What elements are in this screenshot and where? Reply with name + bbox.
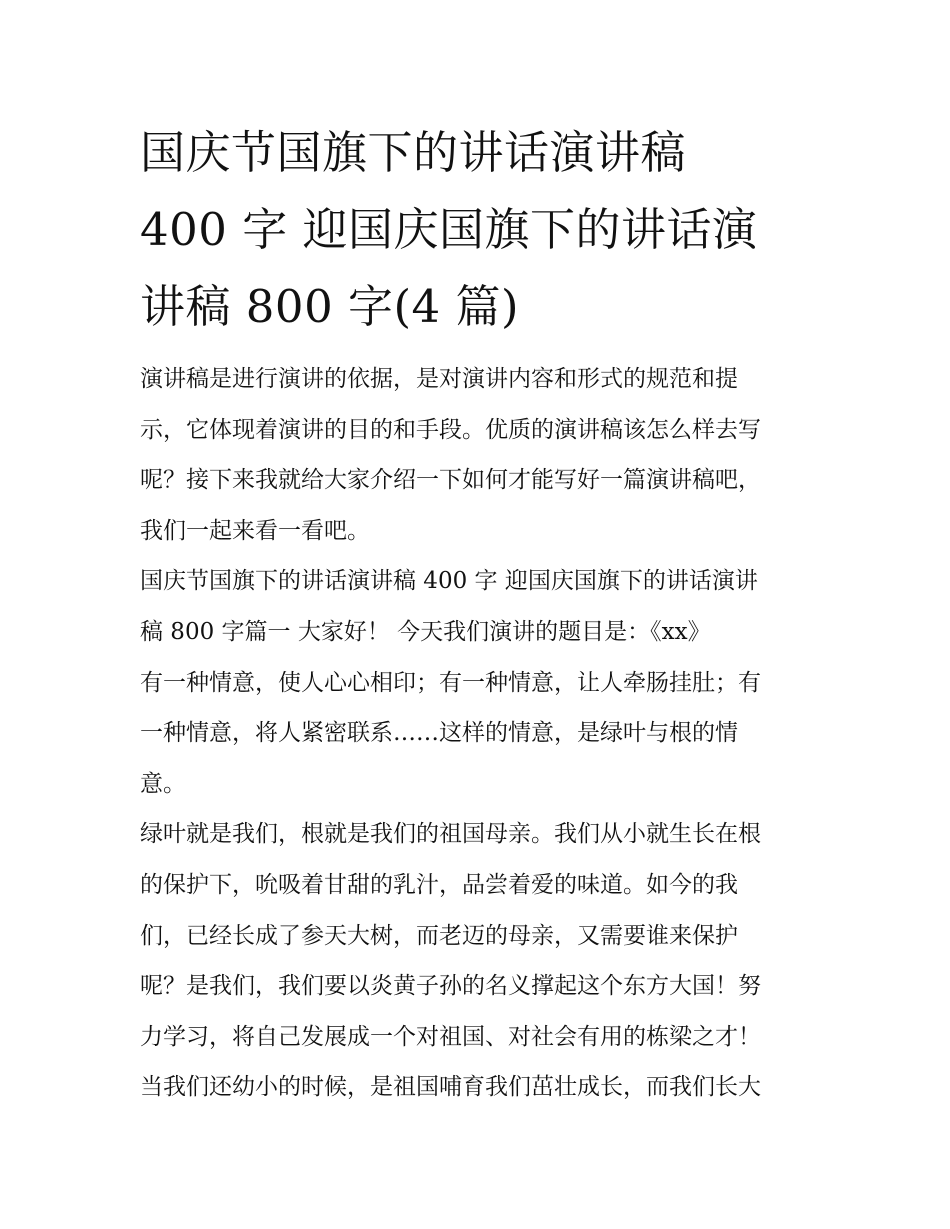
document-title (140, 114, 820, 345)
document-body (140, 354, 820, 1113)
paragraph-sentiment (140, 658, 820, 810)
text-line: 绿叶就是我们，根就是我们的祖国母亲。我们从小就生长在根 (140, 821, 761, 848)
text-line: 的保护下，吮吸着甘甜的乳汁，品尝着爱的味道。如今的我 (140, 871, 738, 898)
title-line: 讲稿 800 字(4 篇) (140, 280, 520, 333)
text-line: 稿 800 字篇一 大家好！ 今天我们演讲的题目是：《xx》 (140, 618, 711, 645)
text-line: 呢？是我们，我们要以炎黄子孙的名义撑起这个东方大国！努 (140, 973, 761, 1000)
text-line: 当我们还幼小的时候，是祖国哺育我们茁壮成长，而我们长大 (140, 1074, 761, 1101)
text-line: 意。 (140, 770, 186, 797)
text-line: 示，它体现着演讲的目的和手段。优质的演讲稿该怎么样去写 (140, 416, 761, 443)
text-line: 国庆节国旗下的讲话演讲稿 400 字 迎国庆国旗下的讲话演讲 (140, 568, 758, 595)
paragraph-green-leaf (140, 809, 820, 1113)
text-line: 我们一起来看一看吧。 (140, 517, 370, 544)
paragraph-heading (140, 556, 820, 657)
text-line: 呢？接下来我就给大家介绍一下如何才能写好一篇演讲稿吧， (140, 467, 761, 494)
text-line: 演讲稿是进行演讲的依据，是对演讲内容和形式的规范和提 (140, 366, 738, 392)
title-line: 400 字 迎国庆国旗下的讲话演 (140, 203, 758, 256)
text-line: 一种情意，将人紧密联系……这样的情意，是绿叶与根的情 (140, 720, 738, 747)
text-line: 们，已经长成了参天大树，而老迈的母亲，又需要谁来保护 (140, 922, 738, 949)
text-line: 有一种情意，使人心心相印；有一种情意，让人牵肠挂肚；有 (140, 669, 761, 696)
text-line: 力学习，将自己发展成一个对祖国、对社会有用的栋梁之才！ (140, 1023, 761, 1050)
paragraph-intro (140, 354, 820, 556)
title-line: 国庆节国旗下的讲话演讲稿 (140, 126, 687, 179)
